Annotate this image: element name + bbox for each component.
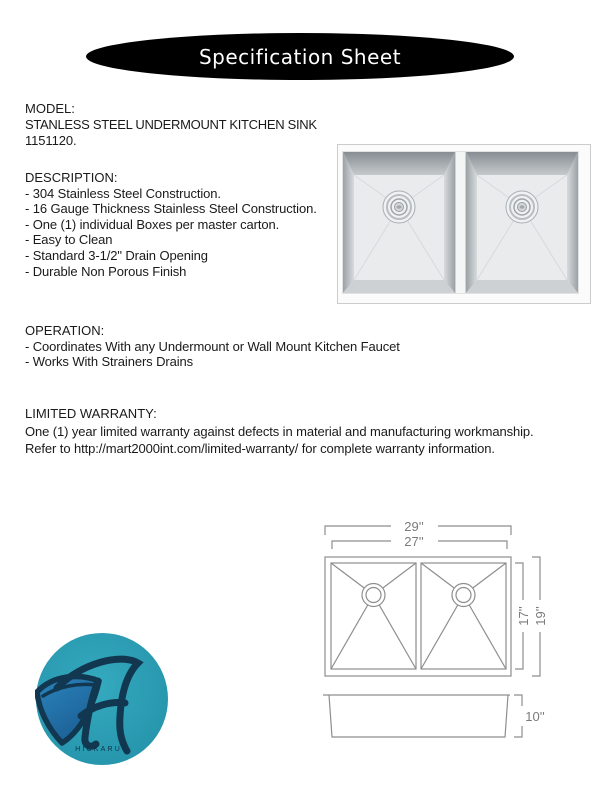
operation-section <box>25 323 400 370</box>
brand-logo <box>35 632 169 766</box>
sink-bowl-right <box>466 152 578 293</box>
dim-label-inner-height: 17'' <box>516 606 531 626</box>
product-photo <box>337 144 591 304</box>
operation-item: - Coordinates With any Undermount or Wall Mount Kitchen Faucet <box>25 338 400 354</box>
description-item: - One (1) individual Boxes per master carton. <box>25 216 280 232</box>
model-number: 1151120. <box>25 133 77 148</box>
description-section <box>25 170 317 279</box>
dim-label-depth: 10'' <box>525 709 545 724</box>
dimension-drawing <box>295 508 575 758</box>
header-banner <box>86 33 514 80</box>
description-item: - 304 Stainless Steel Construction. <box>25 185 221 201</box>
operation-item: - Works With Strainers Drains <box>25 354 194 370</box>
model-section <box>25 101 317 149</box>
drain-left-icon <box>383 191 415 223</box>
description-item: - 16 Gauge Thickness Stainless Steel Construction. <box>25 201 317 217</box>
dim-label-inner-width: 27'' <box>404 534 424 549</box>
description-item: - Standard 3-1/2" Drain Opening <box>25 247 208 263</box>
sink-divider <box>455 152 466 293</box>
dim-label-outer-width: 29'' <box>404 519 424 534</box>
warranty-section <box>25 405 534 458</box>
page-title: Specification Sheet <box>198 44 402 69</box>
sink-bowl-left <box>343 152 455 293</box>
description-item: - Durable Non Porous Finish <box>25 263 187 279</box>
operation-heading: OPERATION: <box>25 323 105 338</box>
logo-brand-text: HICKARUS <box>75 746 129 753</box>
model-heading: MODEL: <box>25 101 75 116</box>
warranty-line: One (1) year limited warranty against defects in material and manufacturing workmanship. <box>25 423 534 439</box>
warranty-heading: LIMITED WARRANTY: <box>25 406 157 421</box>
warranty-line: Refer to http://mart2000int.com/limited-warranty/ for complete warranty information. <box>25 441 495 456</box>
dim-label-outer-height: 19'' <box>533 606 548 626</box>
model-name: STANLESS STEEL UNDERMOUNT KITCHEN SINK <box>25 117 317 132</box>
description-item: - Easy to Clean <box>25 232 113 248</box>
description-heading: DESCRIPTION: <box>25 170 118 185</box>
drain-right-icon <box>506 191 538 223</box>
